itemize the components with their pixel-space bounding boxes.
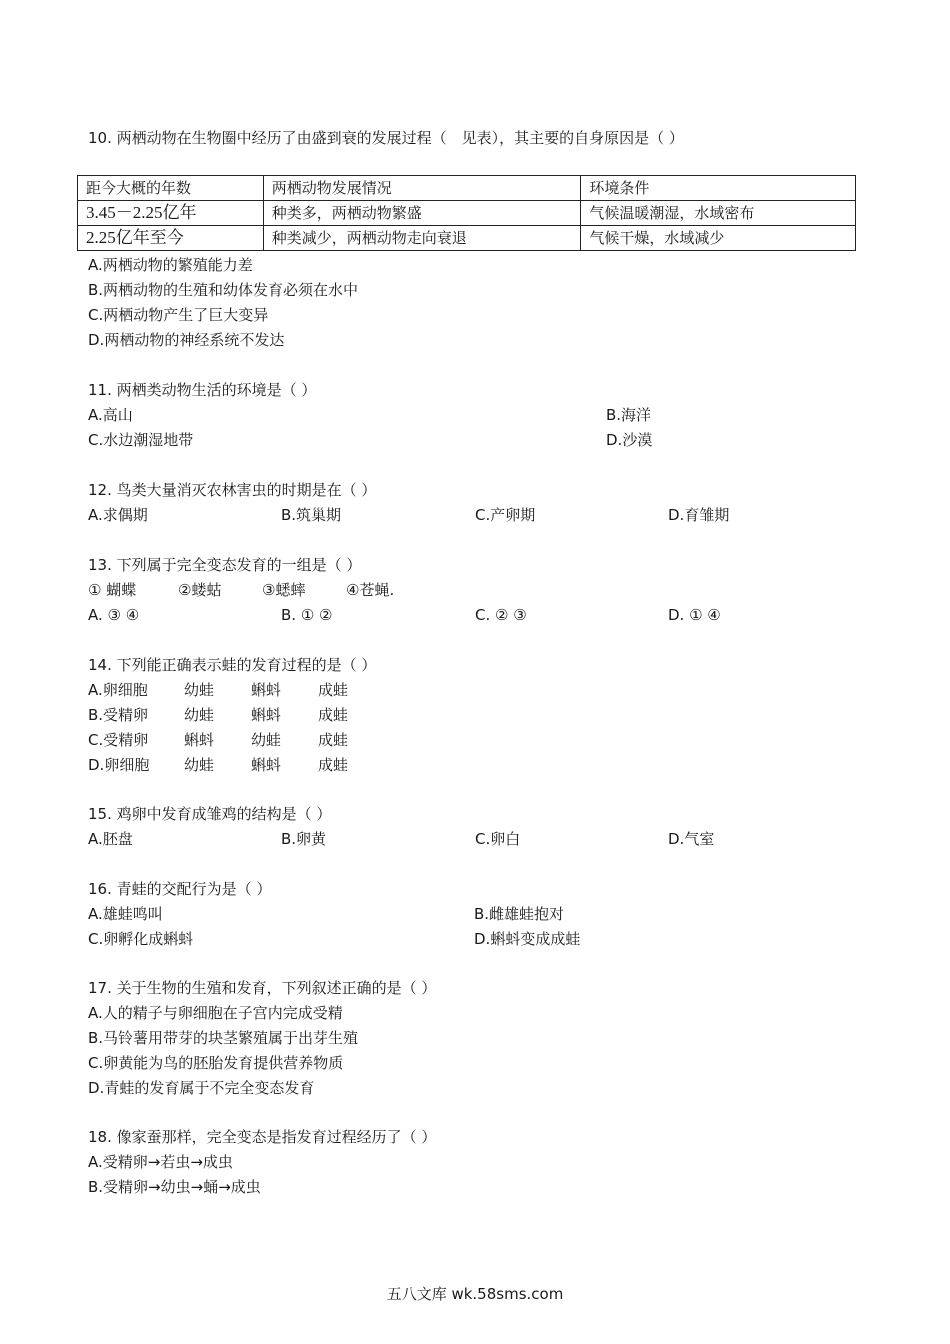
table-cell: 种类减少，两栖动物走向衰退 <box>263 226 581 251</box>
stage-text: 成蛙 <box>318 706 349 724</box>
option-c: C.产卵期 <box>475 506 536 524</box>
option-a: A. ③ ④ <box>88 606 140 624</box>
option-a: A.人的精子与卵细胞在子宫内完成受精 <box>88 1004 343 1022</box>
table-header-row <box>78 176 856 201</box>
stage-text: 幼蛙 <box>251 731 282 749</box>
footer-watermark: 五八文库 wk.58sms.com <box>386 1285 564 1303</box>
option-d: D.育雏期 <box>668 506 730 524</box>
option-b-label: B.受精卵 <box>88 706 149 724</box>
list-item: ③蟋蟀 <box>262 581 306 599</box>
option-a: A.胚盘 <box>88 830 133 848</box>
option-b: B.马铃薯用带芽的块茎繁殖属于出芽生殖 <box>88 1029 359 1047</box>
option-d-label: D.卵细胞 <box>88 756 150 774</box>
question-11-stem: 11. 两栖类动物生活的环境是（ ） <box>88 381 317 399</box>
stage-text: 蝌蚪 <box>251 756 282 774</box>
option-b: B.筑巢期 <box>281 506 342 524</box>
option-a-label: A.卵细胞 <box>88 681 148 699</box>
table-cell: 种类多，两栖动物繁盛 <box>263 201 581 226</box>
stage-text: 成蛙 <box>318 756 349 774</box>
question-10-table <box>77 175 856 251</box>
table-cell: 气候温暖潮湿，水域密布 <box>581 201 856 226</box>
stage-text: 幼蛙 <box>184 756 215 774</box>
list-item: ① 蝴蝶 <box>88 581 137 599</box>
option-c: C.卵孵化成蝌蚪 <box>88 930 194 948</box>
stage-text: 蝌蚪 <box>251 706 282 724</box>
option-b: B.卵黄 <box>281 830 327 848</box>
question-18-stem: 18. 像家蚕那样，完全变态是指发育过程经历了（ ） <box>88 1128 437 1146</box>
table-header-cell: 环境条件 <box>581 176 856 201</box>
option-a: A.求偶期 <box>88 506 148 524</box>
table-cell: 2.25亿年至今 <box>78 226 264 251</box>
option-d: D.气室 <box>668 830 715 848</box>
option-c-label: C.受精卵 <box>88 731 149 749</box>
table-row <box>78 201 856 226</box>
option-c: C. ② ③ <box>475 606 527 624</box>
table-header-cell: 两栖动物发展情况 <box>263 176 581 201</box>
list-item: ②蝼蛄 <box>178 581 222 599</box>
table-cell: 气候干燥，水域减少 <box>581 226 856 251</box>
question-14-stem: 14. 下列能正确表示蛙的发育过程的是（ ） <box>88 656 377 674</box>
option-c: C.两栖动物产生了巨大变异 <box>88 306 269 324</box>
option-d: D.青蛙的发育属于不完全变态发育 <box>88 1079 315 1097</box>
question-13-stem: 13. 下列属于完全变态发育的一组是（ ） <box>88 556 362 574</box>
question-15-stem: 15. 鸡卵中发育成雏鸡的结构是（ ） <box>88 805 332 823</box>
option-c: C.卵白 <box>475 830 521 848</box>
option-c: C.水边潮湿地带 <box>88 431 194 449</box>
option-a: A.雄蛙鸣叫 <box>88 905 163 923</box>
question-17-stem: 17. 关于生物的生殖和发育，下列叙述正确的是（ ） <box>88 979 437 997</box>
stage-text: 幼蛙 <box>184 706 215 724</box>
stage-text: 成蛙 <box>318 681 349 699</box>
question-12-stem: 12. 鸟类大量消灭农林害虫的时期是在（ ） <box>88 481 377 499</box>
stage-text: 幼蛙 <box>184 681 215 699</box>
question-16-stem: 16. 青蛙的交配行为是（ ） <box>88 880 272 898</box>
option-d: D.沙漠 <box>606 431 653 449</box>
option-b: B. ① ② <box>281 606 333 624</box>
question-10-stem: 10. 两栖动物在生物圈中经历了由盛到衰的发展过程（ 见表），其主要的自身原因是（ ） <box>88 129 684 147</box>
option-d: D. ① ④ <box>668 606 721 624</box>
list-item: ④苍蝇. <box>346 581 395 599</box>
option-b: B.受精卵→幼虫→蛹→成虫 <box>88 1178 261 1196</box>
stage-text: 蝌蚪 <box>184 731 215 749</box>
table-cell: 3.45－2.25亿年 <box>78 201 264 226</box>
option-d: D.两栖动物的神经系统不发达 <box>88 331 285 349</box>
option-b: B.雌雄蛙抱对 <box>474 905 565 923</box>
option-b: B.海洋 <box>606 406 652 424</box>
option-a: A.两栖动物的繁殖能力差 <box>88 256 253 274</box>
option-a: A.高山 <box>88 406 133 424</box>
option-a: A.受精卵→若虫→成虫 <box>88 1153 233 1171</box>
table-row <box>78 226 856 251</box>
option-c: C.卵黄能为鸟的胚胎发育提供营养物质 <box>88 1054 344 1072</box>
option-b: B.两栖动物的生殖和幼体发育必须在水中 <box>88 281 359 299</box>
table-header-cell: 距今大概的年数 <box>78 176 264 201</box>
stage-text: 成蛙 <box>318 731 349 749</box>
stage-text: 蝌蚪 <box>251 681 282 699</box>
option-d: D.蝌蚪变成成蛙 <box>474 930 581 948</box>
